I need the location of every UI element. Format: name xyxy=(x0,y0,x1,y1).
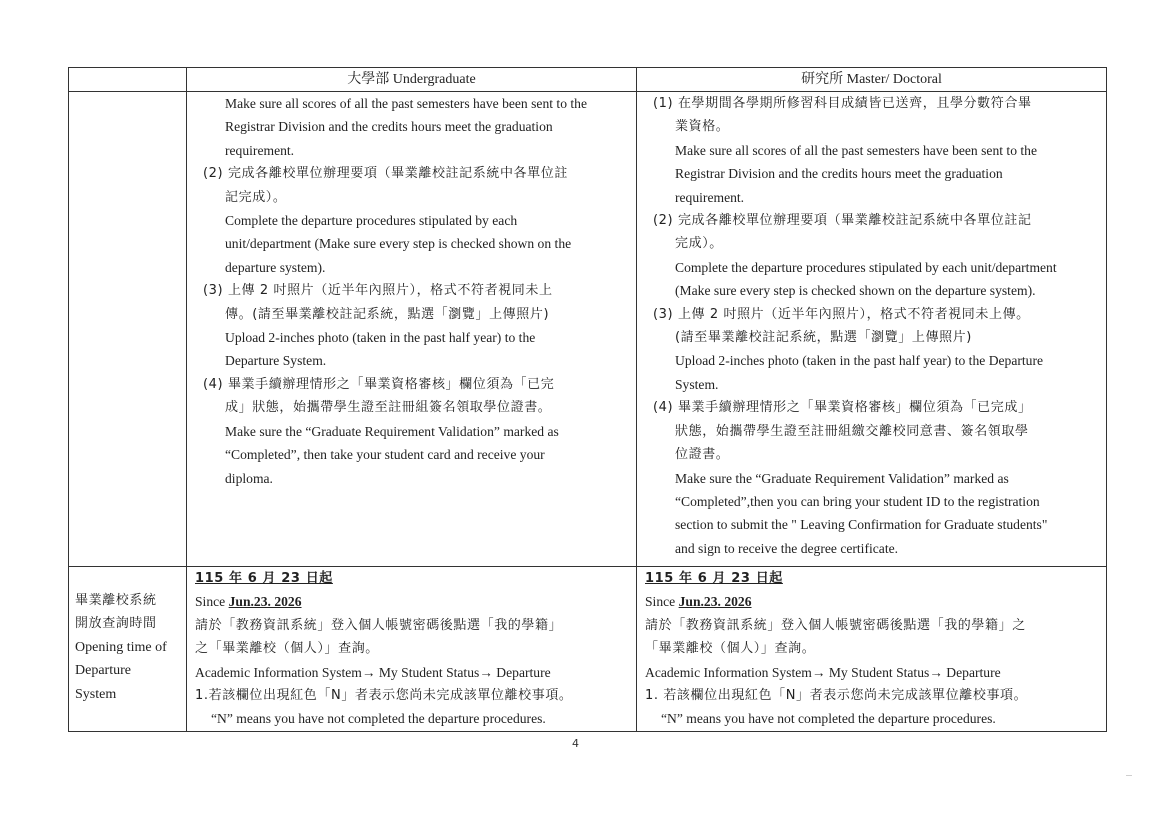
header-row xyxy=(69,68,1107,92)
text-line: “N” means you have not completed the departure procedures. xyxy=(661,711,996,727)
text-line: 「畢業離校（個人）」查詢。 xyxy=(645,641,816,657)
text-line: (1) 在學期間各學期所修習科目成績皆已送齊，且學分數符合畢 xyxy=(653,96,1032,111)
text-line: 請於「教務資訊系統」登入個人帳號密碼後點選「我的學籍」 xyxy=(195,617,563,633)
text-line: requirement. xyxy=(225,142,295,158)
header-undergraduate: 大學部 Undergraduate xyxy=(187,68,637,92)
text-line: 請於「教務資訊系統」登入個人帳號密碼後點選「我的學籍」之 xyxy=(645,617,1026,633)
text-line: 之「畢業離校（個人）」查詢。 xyxy=(195,641,379,657)
text-line: Make sure all scores of all the past semesters have been sent to the xyxy=(225,96,587,111)
page-number: 4 xyxy=(572,737,579,750)
undergrad-date-zh: 115 年 6 月 23 日起 xyxy=(195,571,333,586)
text-line: (Make sure every step is checked shown on the departure system). xyxy=(675,283,1036,299)
since-prefix: Since xyxy=(645,594,679,610)
text-line: 業資格。 xyxy=(675,119,730,135)
text-line: (請至畢業離校註記系統，點選「瀏覽」上傳照片) xyxy=(675,330,972,346)
graduate-opening-cell xyxy=(637,567,1107,732)
text-line: Registrar Division and the credits hours meet the graduation xyxy=(225,119,553,135)
label-line: System xyxy=(75,686,117,702)
departure-table xyxy=(68,67,1107,732)
text-line: Make sure the “Graduate Requirement Validation” marked as xyxy=(675,470,1009,486)
text-line: section to submit the " Leaving Confirmation for Graduate students" xyxy=(675,517,1048,533)
text-line: 位證書。 xyxy=(675,447,730,463)
text-line: requirement. xyxy=(675,189,745,205)
text-line: (3) 上傳 2 吋照片（近半年內照片），格式不符者視同未上 xyxy=(203,283,553,299)
text-line: and sign to receive the degree certificate. xyxy=(675,540,899,556)
text-line: 完成）。 xyxy=(675,236,723,252)
text-line: unit/department (Make sure every step is checked shown on the xyxy=(225,236,572,252)
opening-time-label xyxy=(69,567,187,732)
undergrad-opening-cell xyxy=(187,567,637,732)
requirements-row xyxy=(69,92,1107,567)
text-line: departure system). xyxy=(225,259,326,275)
text-line: Make sure the “Graduate Requirement Validation” marked as xyxy=(225,423,559,439)
text-line: 1.若該欄位出現紅色「N」者表示您尚未完成該單位離校事項。 xyxy=(195,688,573,704)
text-line: diploma. xyxy=(225,470,273,486)
label-line: Departure xyxy=(75,663,131,679)
graduate-requirements-cell xyxy=(637,92,1107,567)
text-line: Complete the departure procedures stipulated by each xyxy=(225,213,518,229)
text-line: Registrar Division and the credits hours meet the graduation xyxy=(675,166,1003,182)
graduate-date-zh: 115 年 6 月 23 日起 xyxy=(645,571,783,586)
undergrad-requirements-list xyxy=(195,92,632,490)
scan-mark xyxy=(1126,775,1132,776)
text-line: 記完成）。 xyxy=(225,189,287,205)
since-prefix: Since xyxy=(195,594,229,610)
text-line: (3) 上傳 2 吋照片（近半年內照片），格式不符者視同未上傳。 xyxy=(653,306,1030,322)
text-line: “Completed”, then take your student card and receive your xyxy=(225,447,545,463)
text-line: 傳。(請至畢業離校註記系統，點選「瀏覽」上傳照片) xyxy=(225,306,550,322)
text-line: 成」狀態，始攜帶學生證至註冊組簽名領取學位證書。 xyxy=(225,400,552,416)
undergrad-opening-lines xyxy=(195,614,632,731)
label-line: 畢業離校系統 xyxy=(75,593,157,608)
header-graduate: 研究所 Master/ Doctoral xyxy=(637,68,1107,92)
text-line: Complete the departure procedures stipulated by each unit/department xyxy=(675,259,1057,275)
text-line: System. xyxy=(675,376,719,392)
text-line: Upload 2-inches photo (taken in the past half year) to the xyxy=(225,330,536,346)
undergrad-since-line xyxy=(195,590,632,613)
opening-time-row xyxy=(69,567,1107,732)
graduate-since-date: Jun.23. 2026 xyxy=(678,594,752,610)
label-line: 開放查詢時間 xyxy=(75,616,157,632)
graduate-opening-lines xyxy=(645,614,1102,731)
text-line: “N” means you have not completed the departure procedures. xyxy=(211,711,546,727)
text-line: (4) 畢業手續辦理情形之「畢業資格審核」欄位須為「已完成」 xyxy=(653,400,1032,416)
text-line: Make sure all scores of all the past semesters have been sent to the xyxy=(675,142,1037,158)
undergrad-since-date: Jun.23. 2026 xyxy=(228,594,302,610)
label-line: Opening time of xyxy=(75,639,167,655)
text-line: 1. 若該欄位出現紅色「N」者表示您尚未完成該單位離校事項。 xyxy=(645,688,1028,704)
text-line: Departure System. xyxy=(225,353,327,369)
text-line: (2) 完成各離校單位辦理要項（畢業離校註記系統中各單位註 xyxy=(203,166,568,182)
undergrad-requirements-cell xyxy=(187,92,637,567)
text-line: Academic Information System→ My Student Status→ Departure xyxy=(645,664,1001,680)
text-line: (4) 畢業手續辦理情形之「畢業資格審核」欄位須為「已完 xyxy=(203,376,555,392)
text-line: Academic Information System→ My Student Status→ Departure xyxy=(195,664,551,680)
requirements-label-cell xyxy=(69,92,187,567)
text-line: (2) 完成各離校單位辦理要項（畢業離校註記系統中各單位註記 xyxy=(653,213,1032,229)
header-empty-cell xyxy=(69,68,187,92)
text-line: 狀態，始攜帶學生證至註冊組繳交離校同意書、簽名領取學 xyxy=(675,423,1029,439)
text-line: Upload 2-inches photo (taken in the past half year) to the Departure xyxy=(675,353,1044,369)
text-line: “Completed”,then you can bring your student ID to the registration xyxy=(675,493,1040,509)
graduate-since-line xyxy=(645,590,1102,613)
graduate-requirements-list xyxy=(645,92,1102,560)
